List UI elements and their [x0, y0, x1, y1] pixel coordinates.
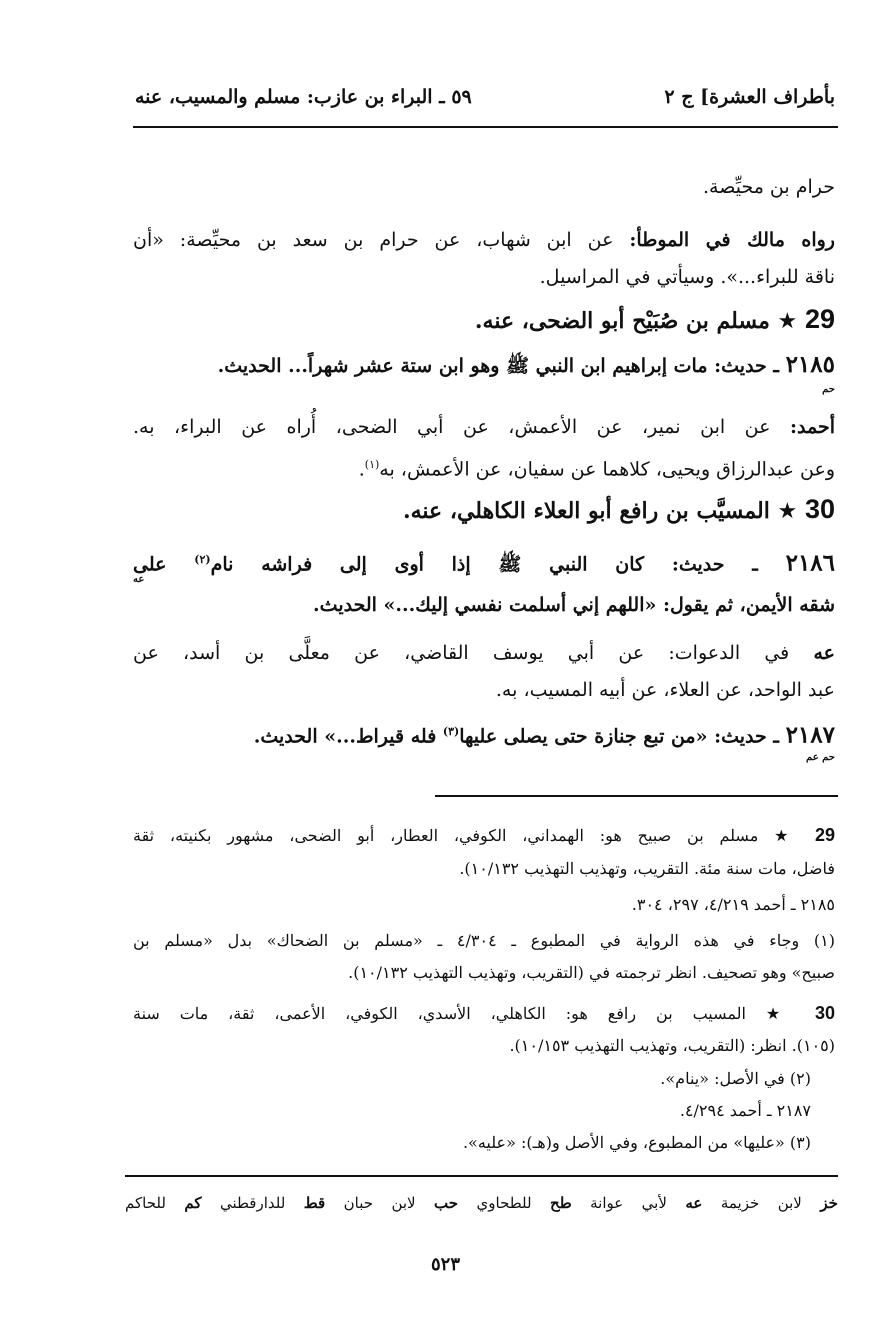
abbr-ibn-khuzayma: خز لابن خزيمة	[720, 1194, 838, 1212]
abbr-abu-awana: عه لأبي عوانة	[590, 1194, 703, 1212]
section-number: 29	[804, 304, 835, 334]
section-number: 30	[804, 494, 835, 524]
star-icon: ★	[777, 309, 798, 334]
star-icon: ★	[774, 826, 800, 845]
footnote-text: مسلم بن صبيح هو: الهمداني، الكوفي، العطار، أبو الضحى، مشهور بكنيته، ثقة	[133, 826, 759, 845]
abbreviations-key	[125, 1194, 838, 1212]
running-header	[135, 86, 835, 120]
footnote-30-line-1	[133, 1000, 835, 1027]
text-line-6-main: وعن عبدالرزاق ويحيى، كلاهما عن سفيان، عن الأعمش، به	[379, 458, 835, 481]
header-rule	[133, 126, 838, 128]
text-line-7: شقه الأيمن، ثم يقول: «اللهم إني أسلمت نفسي إليك...» الحديث.	[313, 594, 835, 616]
hadith-text: ـ حديث: كان النبي ﷺ إذا أوى إلى فراشه نام	[210, 553, 786, 576]
star-icon: ★	[777, 499, 798, 524]
abbr-daraqutni: قط للدارقطني	[219, 1194, 326, 1212]
section-heading-29	[133, 304, 835, 337]
hadith-text: ـ حديث: «من تبع جنازة حتى يصلى عليها	[459, 725, 786, 748]
hadith-text-end: على	[133, 553, 195, 576]
footnote-text: المسيب بن رافع هو: الكاهلي، الأسدي، الكوفي، الأعمى، ثقة، مات سنة	[133, 1004, 746, 1023]
hadith-2185-symbol: حم	[822, 384, 835, 395]
section-heading-30	[133, 494, 835, 527]
hadith-number: ٢١٨٥	[785, 351, 835, 378]
footnote-number: 29	[814, 825, 836, 845]
text-line-6: وعن عبدالرزاق ويحيى، كلاهما عن سفيان، عن الأعمش، به$^{(١)}$.	[358, 458, 835, 481]
hadith-number: ٢١٨٦	[785, 549, 836, 577]
hadith-2187-symbol: حم عم	[806, 752, 835, 763]
star-icon: ★	[765, 1004, 796, 1023]
text-line-3: ناقة للبراء...». وسيأتي في المراسيل.	[539, 266, 835, 288]
text-line-2-rest: عن ابن شهاب، عن حرام بن سعد بن محيِّصة: «أن	[133, 229, 630, 251]
text-line-2	[133, 225, 835, 255]
footnote-30-line-2: (١٠٥). انظر: (التقريب، وتهذيب التهذيب ١٠/١٥٣).	[509, 1036, 835, 1055]
hadith-number: ٢١٨٧	[785, 721, 835, 749]
hadith-2186-symbol: عه	[133, 574, 145, 585]
footnote-ref: (٢)	[194, 553, 211, 566]
section-title: مسلم بن صُبَيْح أبو الضحى، عنه.	[474, 308, 770, 334]
note-1-line-2: صبيح» وهو تصحيف. انظر ترجمته في (التقريب، وتهذيب التهذيب ١٠/١٣٢).	[348, 963, 835, 982]
text-line-8-rest: في الدعوات: عن أبي يوسف القاضي، عن معلَّى بن أسد، عن	[133, 642, 814, 664]
source-label: رواه مالك في الموطأ:	[629, 229, 835, 251]
footnote-29-line-1	[133, 822, 835, 849]
text-line-5	[133, 412, 835, 442]
hadith-2185	[133, 350, 835, 381]
footnote-2185: ٢١٨٥ ـ أحمد ٤/٢١٩، ٢٩٧، ٣٠٤.	[631, 895, 835, 914]
hadith-2186	[133, 545, 835, 579]
header-chapter: ٥٩ ـ البراء بن عازب: مسلم والمسيب، عنه	[135, 86, 472, 108]
abbr-hakim: كم للحاكم	[125, 1194, 202, 1212]
note-3: (٣) «عليها» من المطبوع، وفي الأصل و(هـ): «عليه».	[462, 1133, 811, 1152]
text-line-1: حرام بن محيِّصة.	[703, 176, 835, 198]
note-2: (٢) في الأصل: «ينام».	[660, 1069, 811, 1088]
note-1-line-1: (١) وجاء في هذه الرواية في المطبوع ـ ٤/٣٠٤ ـ «مسلم بن الضحاك» بدل «مسلم بن	[133, 931, 836, 950]
source-label: عه	[813, 642, 835, 664]
page-number: ٥٢٣	[430, 1254, 460, 1275]
header-volume: بأطراف العشرة] ج ٢	[664, 86, 835, 108]
text-line-5-rest: عن ابن نمير، عن الأعمش، عن أبي الضحى، أُراه عن البراء، به.	[133, 416, 790, 438]
text-line-8	[133, 638, 835, 668]
footnote-number: 30	[814, 1003, 835, 1023]
section-title: المسيَّب بن رافع أبو العلاء الكاهلي، عنه.	[402, 498, 770, 524]
abbr-tahawi: طح للطحاوي	[476, 1194, 572, 1212]
abbr-ibn-hibban: حب لابن حبان	[343, 1194, 459, 1212]
footnote-separator	[435, 795, 838, 797]
text-line-9: عبد الواحد، عن العلاء، عن أبيه المسيب، به.	[495, 679, 835, 701]
hadith-2187	[133, 717, 835, 751]
footnote-2187: ٢١٨٧ ـ أحمد ٤/٢٩٤.	[679, 1101, 811, 1120]
hadith-text-end: فله قيراط...» الحديث.	[253, 725, 443, 748]
abbreviations-rule	[125, 1175, 838, 1177]
footnote-29-line-2: فاضل، مات سنة مئة. التقريب، وتهذيب التهذيب ١٠/١٣٢).	[459, 859, 835, 878]
footnote-ref: (٣)	[442, 725, 460, 738]
hadith-text: ـ حديث: مات إبراهيم ابن النبي ﷺ وهو ابن ستة عشر شهراً... الحديث.	[217, 355, 786, 377]
source-label: أحمد:	[790, 416, 835, 438]
footnote-ref: (١)	[364, 458, 380, 471]
